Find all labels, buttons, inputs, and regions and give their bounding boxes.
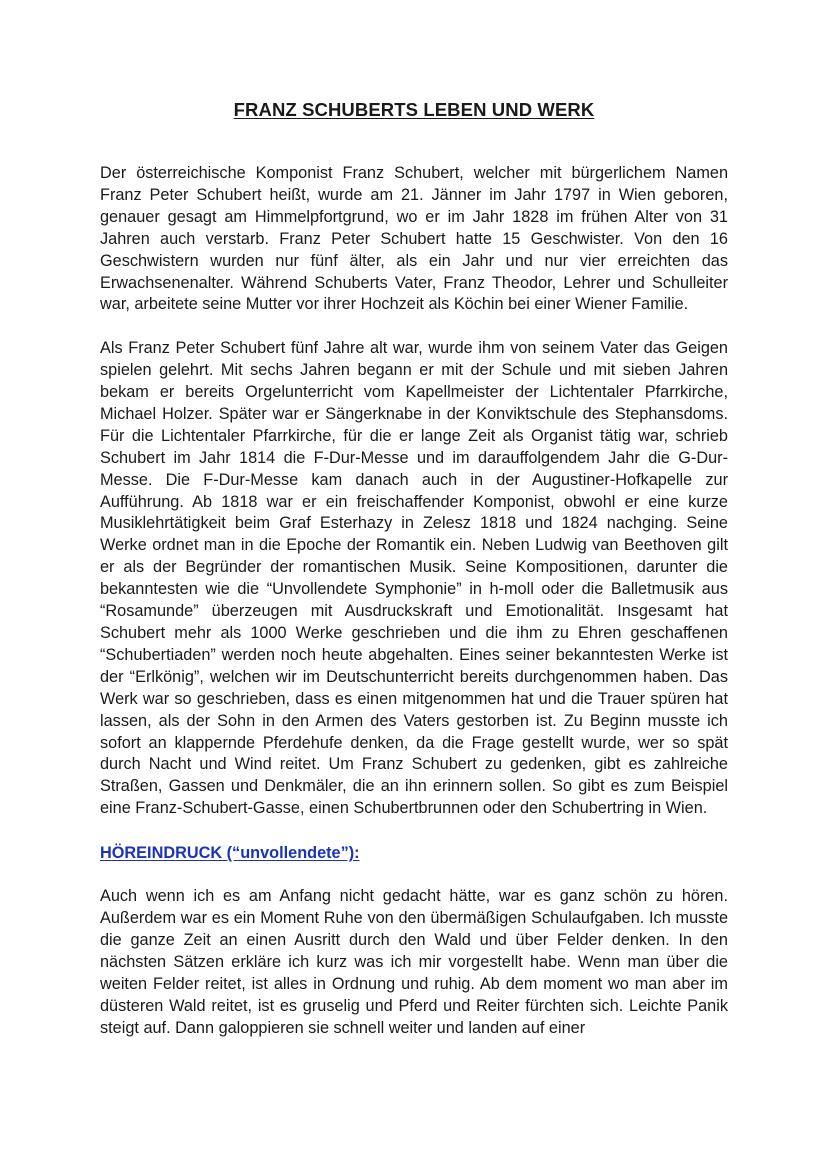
document-title: FRANZ SCHUBERTS LEBEN UND WERK (233, 99, 595, 120)
paragraph-career: Als Franz Peter Schubert fünf Jahre alt war, wurde ihm von seinem Vater das Geigen spielen gelehrt. Mit sechs Jahren begann er mit der Schule und mit sieben Jahren bekam er bereits Orgelunterricht vom Kapellmeister der Lichtentaler Pfarrkirche, Michael Holzer. Später war er Sängerknabe in der Konviktschule des Stephansdoms. Für die Lichtentaler Pfarrkirche, für die er lange Zeit als Organist tätig war, schrieb Schubert im Jahr 1814 die F-Dur-Messe und im darauffolgendem Jahr die G-Dur-Messe. Die F-Dur-Messe kam danach auch in der Augustiner-Hofkapelle zur Aufführung. Ab 1818 war er ein freischaffender Komponist, obwohl er eine kurze Musiklehrtätigkeit beim Graf Esterhazy in Zelesz 1818 und 1824 nachging. Seine Werke ordnet man in die Epoche der Romantik ein. Neben Ludwig van Beethoven gilt er als der Begründer der romantischen Musik. Seine Kompositionen, darunter die bekanntesten wie die “Unvollendete Symphonie” in h-moll oder die Balletmusik aus “Rosamunde” überzeugen mit Ausdruckskraft und Emotionalität. Insgesamt hat Schubert mehr als 1000 Werke geschrieben und die ihm zu Ehren geschaffenen “Schubertiaden” werden noch heute abgehalten. Eines seiner bekanntesten Werke ist der “Erlkönig”, welchen wir im Deutschunterricht bereits durchgenommen haben. Das Werk war so geschrieben, dass es einen mitgenommen hat und die Trauer spüren hat lassen, als der Sohn in den Armen des Vaters gestorben ist. Zu Beginn musste ich sofort an klappernde Pferdehufe denken, da die Frage gestellt wurde, wer so spät durch Nacht und Wind reitet. Um Franz Schubert zu gedenken, gibt es zahlreiche Straßen, Gassen und Denkmäler, die an ihn erinnern sollen. So gibt es zum Beispiel eine Franz-Schubert-Gasse, einen Schubertbrunnen oder den Schubertring in Wien. (100, 339, 728, 818)
paragraph-biography: Der österreichische Komponist Franz Schubert, welcher mit bürgerlichem Namen Franz Peter Schubert heißt, wurde am 21. Jänner im Jahr 1797 in Wien geboren, genauer gesagt am Himmelpfortgrund, wo er im Jahr 1828 im frühen Alter von 31 Jahren auch verstarb. Franz Peter Schubert hatte 15 Geschwister. Von den 16 Geschwistern wurden nur fünf älter, als ein Jahr und nur vier erreichten das Erwachsenenalter. Während Schuberts Vater, Franz Theodor, Lehrer und Schulleiter war, arbeitete seine Mutter vor ihrer Hochzeit als Köchin bei einer Wiener Familie. (100, 164, 728, 314)
section-heading-hoereindruck[interactable]: HÖREINDRUCK (“unvollendete”): (100, 844, 360, 863)
document-page (100, 98, 728, 1039)
paragraph-hoereindruck: Auch wenn ich es am Anfang nicht gedacht hätte, war es ganz schön zu hören. Außerdem war es ein Moment Ruhe von den übermäßigen Schulaufgaben. Ich musste die ganze Zeit an einen Ausritt durch den Wald und über Felder denken. In den nächsten Sätzen erkläre ich kurz was ich mir vorgestellt habe. Wenn man über die weiten Felder reitet, ist alles in Ordnung und ruhig. Ab dem moment wo man aber im düsteren Wald reitet, ist es gruselig und Pferd und Reiter fürchten sich. Leichte Panik steigt auf. Dann galoppieren sie schnell weiter und landen auf einer (100, 887, 728, 1037)
